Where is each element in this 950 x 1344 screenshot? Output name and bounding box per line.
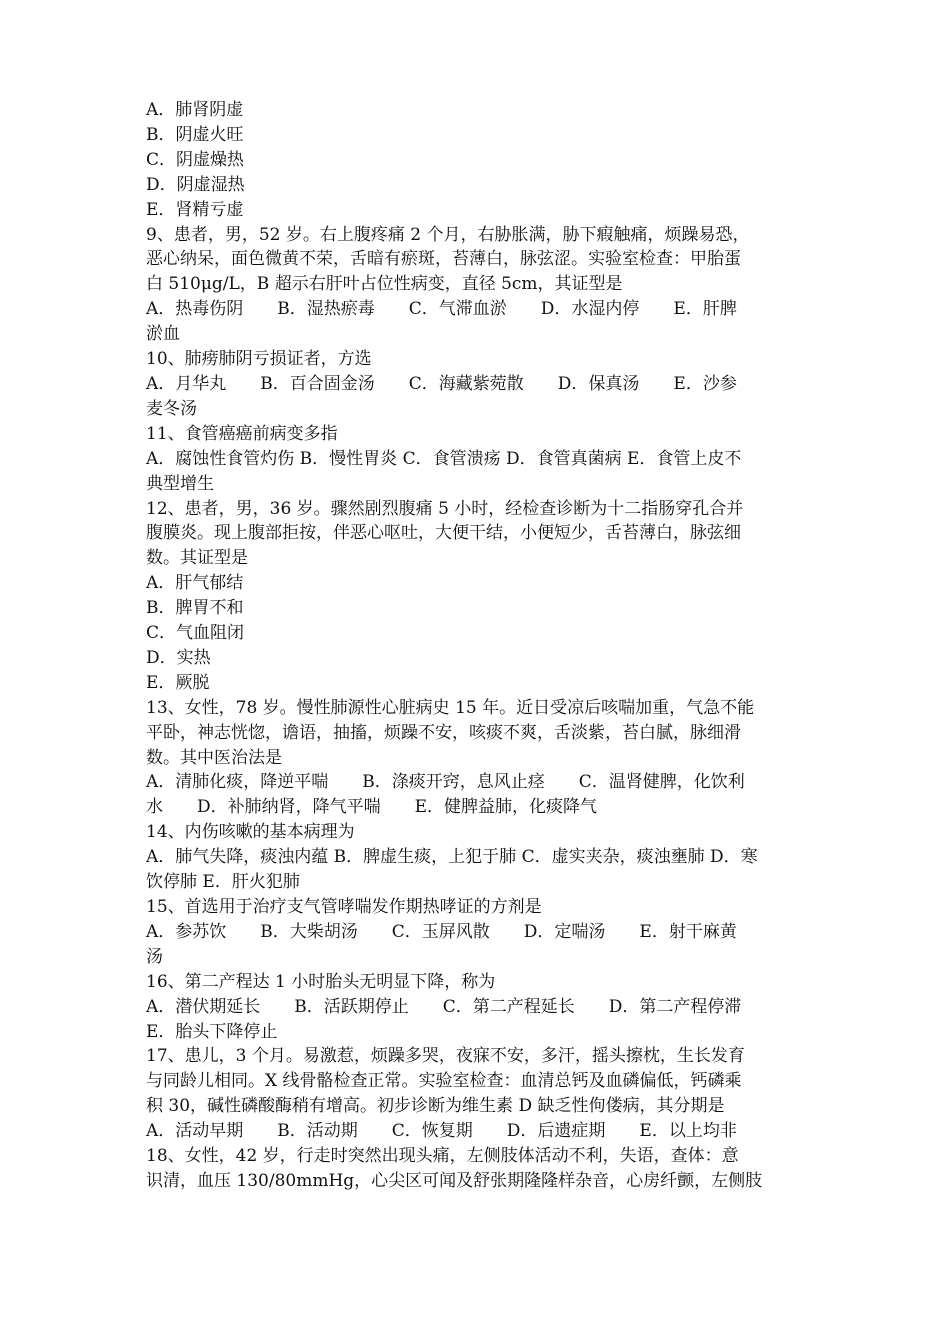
text-line: A．月华丸 B．百合固金汤 C．海藏紫菀散 D．保真汤 E．沙参 <box>146 373 737 394</box>
text-line: A．腐蚀性食管灼伤 B．慢性胃炎 C．食管溃疡 D．食管真菌病 E．食管上皮不 <box>146 448 742 469</box>
text-line: 腹膜炎。现上腹部拒按，伴恶心呕吐，大便干结，小便短少，舌苔薄白，脉弦细 <box>146 523 741 544</box>
text-line: 恶心纳呆，面色微黄不荣，舌暗有瘀斑，苔薄白，脉弦涩。实验室检查：甲胎蛋 <box>146 249 741 270</box>
text-line: 10、肺痨肺阴亏损证者，方选 <box>146 349 372 370</box>
text-line: A．活动早期 B．活动期 C．恢复期 D．后遗症期 E．以上均非 <box>146 1121 737 1142</box>
text-line: A．肝气郁结 <box>146 573 244 594</box>
text-line: 淤血 <box>146 324 180 345</box>
text-line: 数。其中医治法是 <box>146 747 282 768</box>
text-line: A．参苏饮 B．大柴胡汤 C．玉屏风散 D．定喘汤 E．射干麻黄 <box>146 921 737 942</box>
text-line: 18、女性，42 岁，行走时突然出现头痛，左侧肢体活动不利，失语，查体：意 <box>146 1146 739 1167</box>
text-line: E．胎头下降停止 <box>146 1021 278 1042</box>
text-line: 平卧，神志恍惚，谵语，抽搐，烦躁不安，咳痰不爽，舌淡紫，苔白腻，脉细滑 <box>146 722 741 743</box>
text-line: 16、第二产程达 1 小时胎头无明显下降，称为 <box>146 971 496 992</box>
text-line: A．热毒伤阴 B．湿热瘀毒 C．气滞血淤 D．水湿内停 E．肝脾 <box>146 299 737 320</box>
text-line: B．阴虚火旺 <box>146 124 244 145</box>
text-line: A．肺气失降，痰浊内蕴 B．脾虚生痰，上犯于肺 C．虚实夹杂，痰浊壅肺 D．寒 <box>146 847 758 868</box>
text-line: 积 30，碱性磷酸酶稍有增高。初步诊断为维生素 D 缺乏性佝偻病，其分期是 <box>146 1096 725 1117</box>
text-line: C．气血阻闭 <box>146 623 245 644</box>
text-line: 14、内伤咳嗽的基本病理为 <box>146 822 355 843</box>
text-line: 9、患者，男，52 岁。右上腹疼痛 2 个月，右胁胀满，胁下瘕触痛，烦躁易恐， <box>146 224 750 245</box>
text-line: B．脾胃不和 <box>146 598 244 619</box>
document-page <box>146 98 818 1194</box>
text-line: E．肾精亏虚 <box>146 199 244 220</box>
text-line: 数。其证型是 <box>146 548 248 569</box>
text-line: A．潜伏期延长 B．活跃期停止 C．第二产程延长 D．第二产程停滞 <box>146 996 742 1017</box>
text-line: 汤 <box>146 946 163 967</box>
text-line: 白 510μg/L，B 超示右肝叶占位性病变，直径 5cm，其证型是 <box>146 274 623 295</box>
text-line: 典型增生 <box>146 473 214 494</box>
text-line: 麦冬汤 <box>146 398 197 419</box>
text-line: 17、患儿，3 个月。易激惹，烦躁多哭，夜寐不安，多汗，摇头擦枕，生长发育 <box>146 1046 745 1067</box>
text-line: 水 D．补肺纳肾，降气平喘 E．健脾益肺，化痰降气 <box>146 797 598 818</box>
text-line: E．厥脱 <box>146 672 210 693</box>
text-line: 饮停肺 E．肝火犯肺 <box>146 872 300 893</box>
text-line: 12、患者，男，36 岁。骤然剧烈腹痛 5 小时，经检查诊断为十二指肠穿孔合并 <box>146 498 744 519</box>
text-line: D．阴虚湿热 <box>146 174 245 195</box>
text-line: 与同龄儿相同。X 线骨骼检查正常。实验室检查：血清总钙及血磷偏低，钙磷乘 <box>146 1071 742 1092</box>
text-line: 15、首选用于治疗支气管哮喘发作期热哮证的方剂是 <box>146 897 542 917</box>
text-line: A．肺肾阴虚 <box>146 100 244 120</box>
text-line: 识清，血压 130/80mmHg，心尖区可闻及舒张期隆隆样杂音，心房纤颤，左侧肢 <box>146 1170 763 1191</box>
text-line: D．实热 <box>146 647 211 668</box>
text-line: 13、女性，78 岁。慢性肺源性心脏病史 15 年。近日受凉后咳喘加重，气急不能 <box>146 697 755 718</box>
text-line: A．清肺化痰，降逆平喘 B．涤痰开窍，息风止痉 C．温肾健脾，化饮利 <box>146 772 745 793</box>
text-line: 11、食管癌癌前病变多指 <box>146 423 338 444</box>
text-line: C．阴虚燥热 <box>146 149 245 170</box>
